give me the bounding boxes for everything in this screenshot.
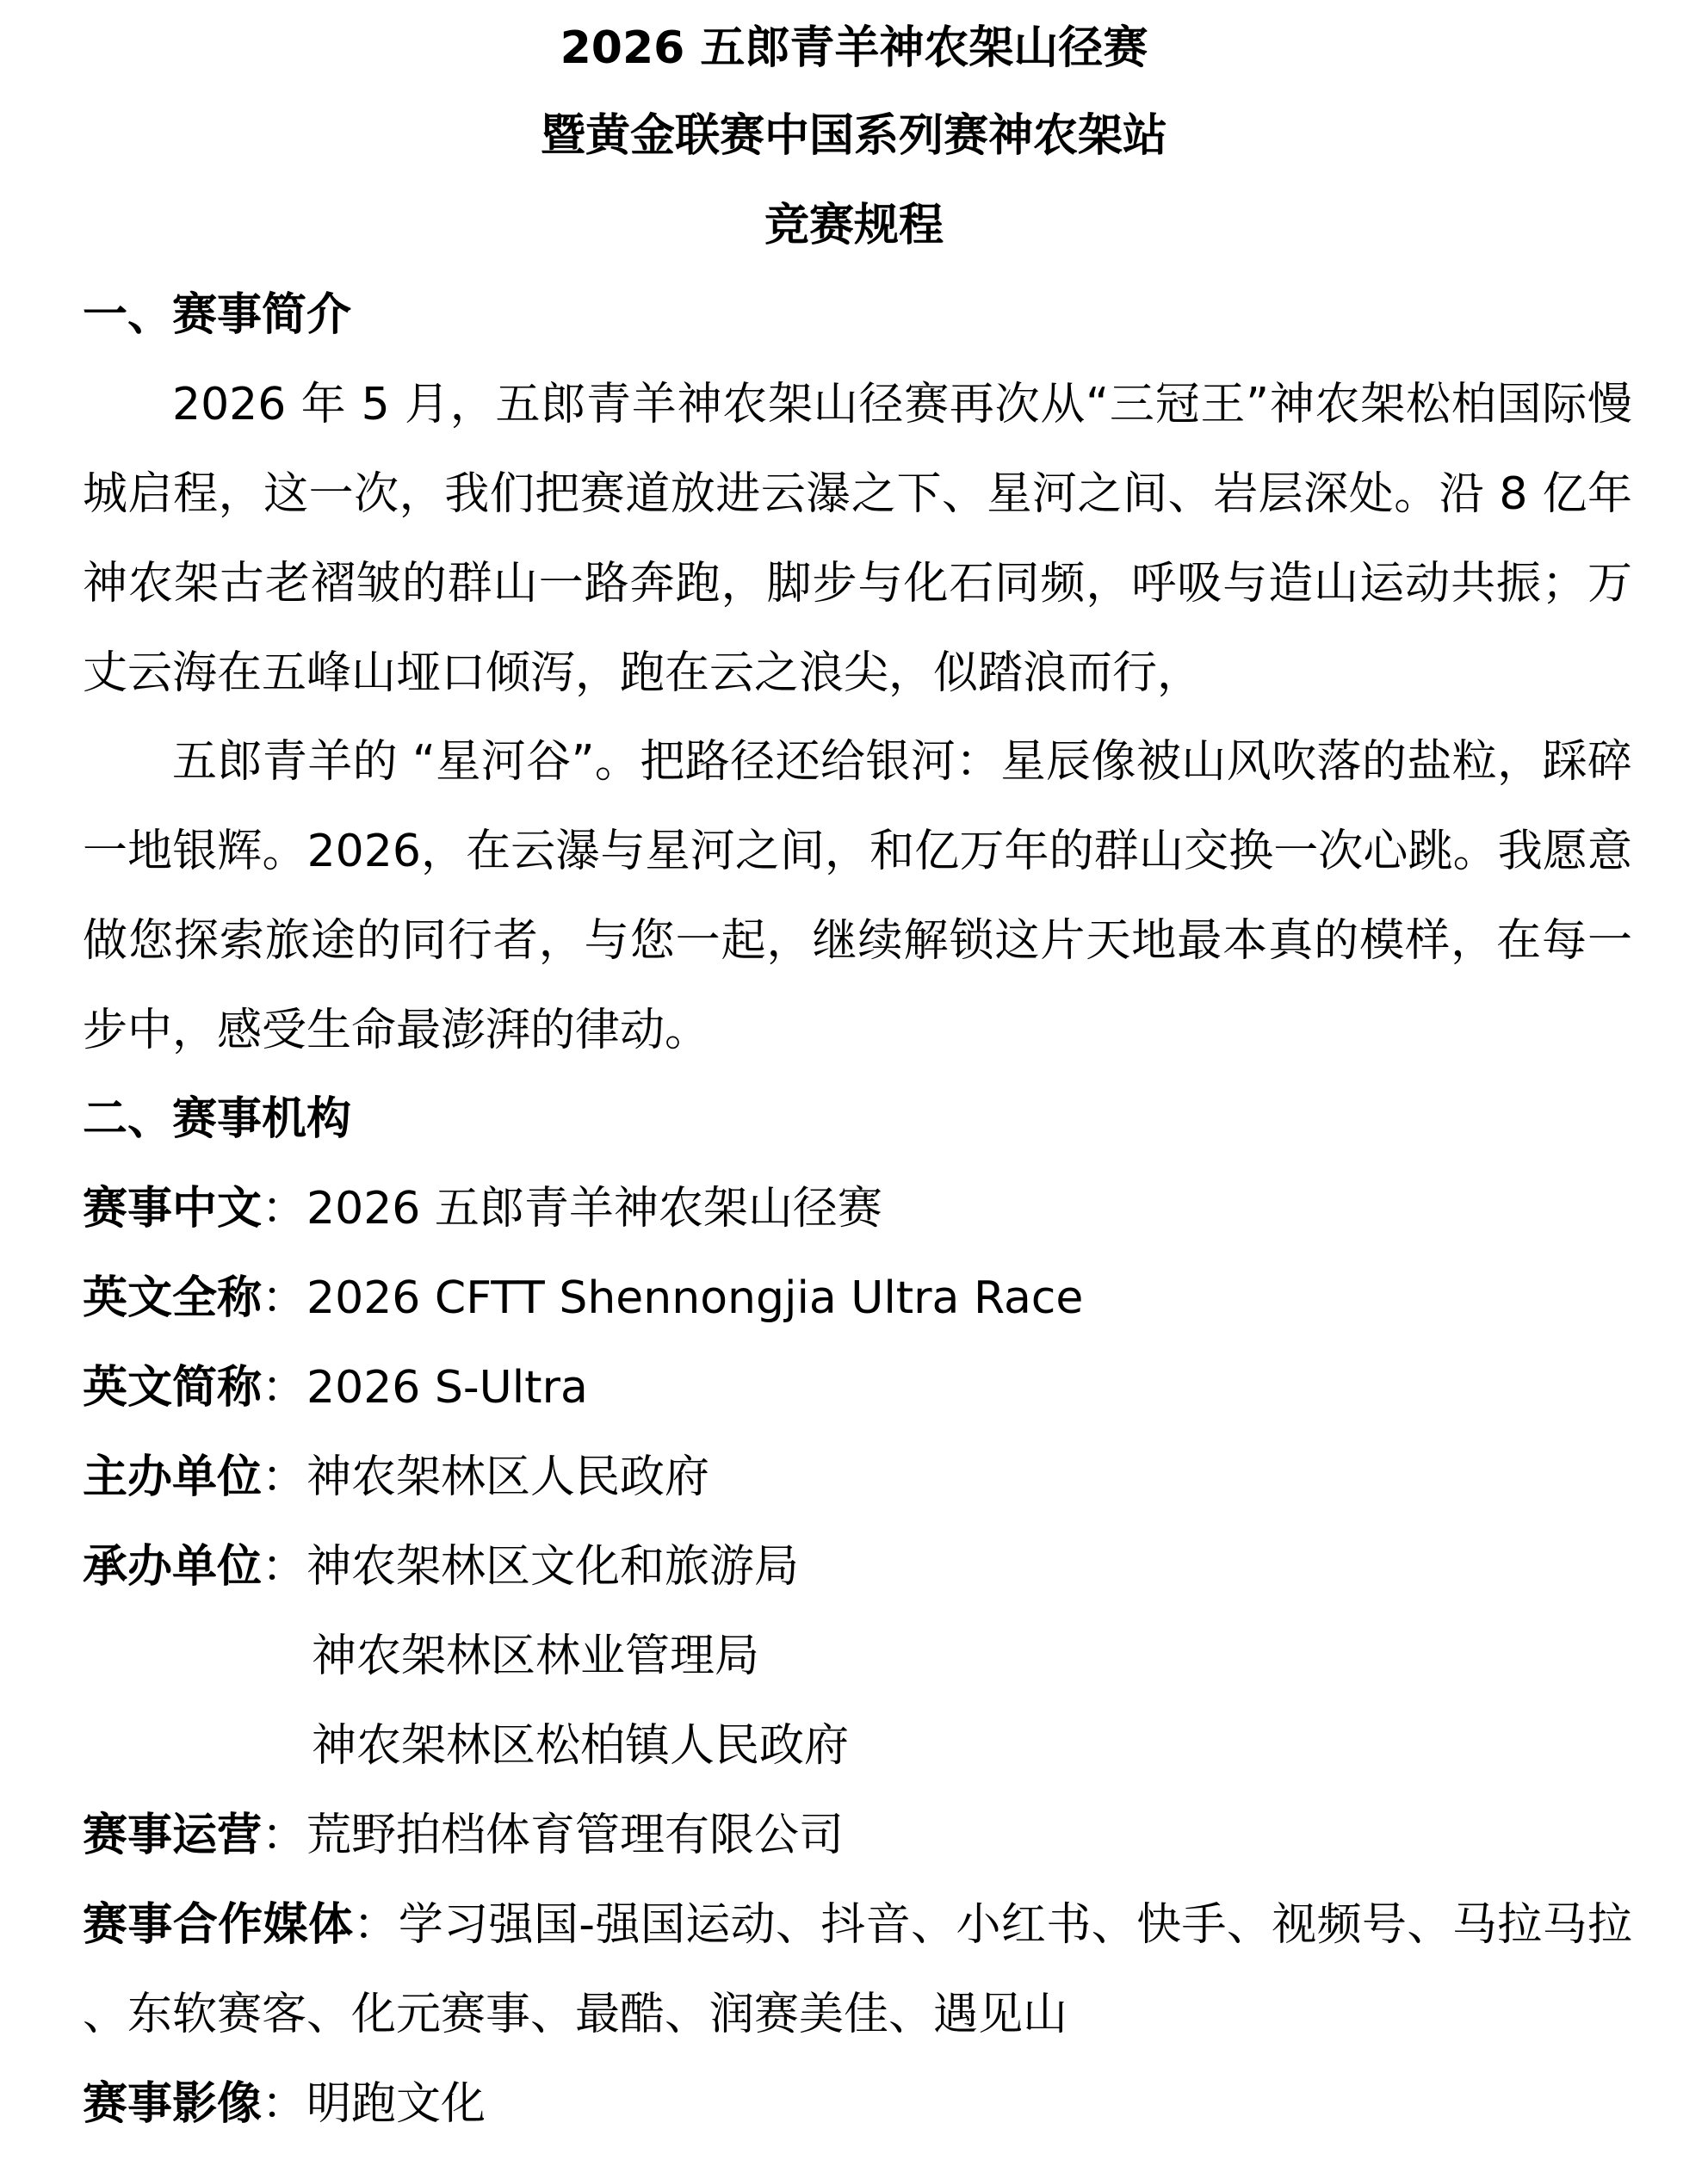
colon: ： — [353, 1899, 399, 1951]
row-english-short-name — [83, 1362, 588, 1414]
title-line-3: 竞赛规程 — [764, 200, 944, 251]
organizer-value-2: 神农架林区林业管理局 — [312, 1631, 760, 1682]
row-label: 赛事运营 — [83, 1810, 263, 1861]
colon: ： — [262, 1451, 307, 1503]
section-heading-organization: 二、赛事机构 — [83, 1093, 352, 1145]
title-line-2: 暨黄金联赛中国系列赛神农架站 — [540, 110, 1167, 162]
row-organizer — [83, 1541, 799, 1593]
row-chinese-name — [83, 1183, 882, 1235]
row-label: 英文简称 — [83, 1362, 263, 1414]
row-value: 荒野拍档体育管理有限公司 — [306, 1810, 845, 1861]
row-value: 学习强国-强国运动、抖音、小红书、快手、视频号、马拉马拉、东软赛客、化元赛事、最酷、润赛美佳、遇见山 — [83, 1899, 1632, 2040]
row-value: 2026 五郎青羊神农架山径赛 — [306, 1183, 882, 1235]
colon: ： — [262, 1272, 307, 1324]
row-imaging — [83, 2078, 486, 2130]
row-value: 2026 S-Ultra — [306, 1362, 588, 1414]
row-value: 明跑文化 — [306, 2078, 486, 2130]
colon: ： — [262, 1810, 307, 1861]
organizer-value-3: 神农架林区松柏镇人民政府 — [312, 1720, 850, 1772]
row-value: 神农架林区文化和旅游局 — [306, 1541, 800, 1593]
row-media-partners — [83, 1880, 1632, 2059]
row-label: 承办单位 — [83, 1541, 263, 1593]
row-label: 赛事影像 — [83, 2078, 263, 2130]
row-value: 2026 CFTT Shennongjia Ultra Race — [306, 1272, 1084, 1324]
colon: ： — [262, 2078, 307, 2130]
title-line-1: 2026 五郎青羊神农架山径赛 — [560, 22, 1148, 74]
row-host — [83, 1451, 709, 1503]
intro-paragraph-1: 2026 年 5 月，五郎青羊神农架山径赛再次从“三冠王”神农架松柏国际慢城启程，这一次，我们把赛道放进云瀑之下、星河之间、岩层深处。沿 8 亿年神农架古老褶皱的群山一路奔跑，脚步与化石同频，呼吸与造山运动共振；万丈云海在五峰山垭口倾泻，跑在云之浪尖，似踏浪而行， — [83, 379, 1632, 699]
row-english-full-name — [83, 1272, 1083, 1324]
colon: ： — [262, 1183, 307, 1235]
colon: ： — [262, 1362, 307, 1414]
colon: ： — [262, 1541, 307, 1593]
row-label: 赛事合作媒体 — [83, 1899, 354, 1951]
row-label: 主办单位 — [83, 1451, 263, 1503]
section-heading-intro: 一、赛事简介 — [83, 289, 352, 341]
row-value: 神农架林区人民政府 — [306, 1451, 710, 1503]
row-label: 赛事中文 — [83, 1183, 263, 1235]
row-operation — [83, 1810, 844, 1861]
intro-paragraph-2: 五郎青羊的 “星河谷”。把路径还给银河：星辰像被山风吹落的盐粒，踩碎一地银辉。2026，在云瀑与星河之间，和亿万年的群山交换一次心跳。我愿意做您探索旅途的同行者，与您一起，继续解锁这片天地最本真的模样，在每一步中，感受生命最澎湃的律动。 — [83, 736, 1632, 1056]
row-label: 英文全称 — [83, 1272, 263, 1324]
